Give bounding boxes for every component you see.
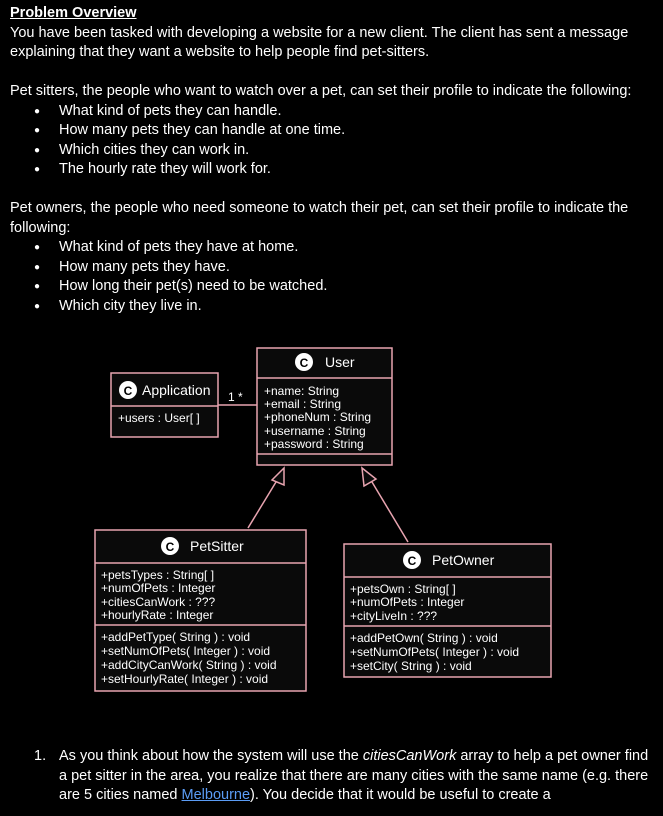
class-attribute: +password : String	[264, 437, 364, 451]
list-item: ● The hourly rate they will work for.	[59, 160, 655, 180]
class-badge-letter: C	[165, 540, 175, 554]
class-method: +setHourlyRate( Integer ) : void	[101, 672, 269, 686]
class-attribute: +numOfPets : Integer	[101, 581, 216, 595]
class-attribute: +petsOwn : String[ ]	[350, 582, 456, 596]
class-name: PetSitter	[190, 538, 244, 554]
class-badge-letter: C	[407, 554, 417, 568]
melbourne-link[interactable]: Melbourne	[181, 787, 251, 803]
list-item: ● How long their pet(s) need to be watched.	[59, 277, 655, 297]
question-text-c: ). You decide that it would be useful to create a	[250, 787, 551, 803]
multiplicity-label: 1 *	[228, 390, 243, 404]
inheritance-line-petowner	[372, 482, 408, 542]
uml-class-diagram	[0, 340, 663, 700]
class-method: +addCityCanWork( String ) : void	[101, 658, 277, 672]
list-item: ● How many pets they can handle at one time.	[59, 121, 655, 141]
class-attribute: +phoneNum : String	[264, 410, 372, 424]
question-section	[10, 747, 655, 806]
class-attribute: +cityLiveIn : ???	[350, 609, 438, 623]
question-number: 1.	[34, 748, 47, 764]
list-item: ● Which city they live in.	[59, 297, 655, 317]
class-application	[111, 373, 218, 437]
list-item: ● How many pets they have.	[59, 258, 655, 278]
class-petsitter	[95, 530, 306, 691]
inheritance-line-petsitter	[248, 482, 276, 528]
class-method: +setNumOfPets( Integer ) : void	[350, 645, 520, 659]
inheritance-arrow-icon	[362, 468, 376, 486]
class-attribute: +username : String	[264, 424, 366, 438]
class-petowner	[344, 544, 551, 677]
class-badge-letter: C	[299, 356, 309, 370]
question-text-em: citiesCanWork	[362, 748, 457, 764]
class-attribute: +users : User[ ]	[118, 411, 200, 425]
class-method: +addPetType( String ) : void	[101, 630, 251, 644]
class-attribute: +name: String	[264, 384, 340, 398]
class-method: +addPetOwn( String ) : void	[350, 631, 498, 645]
inheritance-arrow-icon	[272, 468, 284, 485]
list-item: ● What kind of pets they can handle.	[59, 102, 655, 122]
question-text-b: array to help a pet owner find a pet sitter in the area, you realize that there are many cities with the same name (e.g. there are 5 cities named	[59, 748, 649, 803]
owners-intro: Pet owners, the people who need someone to watch their pet, can set their profile to indicate the following:	[10, 200, 629, 236]
class-badge-letter: C	[123, 384, 133, 398]
document	[10, 4, 655, 316]
section-heading: Problem Overview	[10, 5, 137, 21]
class-attribute: +citiesCanWork : ???	[101, 595, 216, 609]
class-attribute: +hourlyRate : Integer	[101, 608, 214, 622]
question-text-a: As you think about how the system will use the	[59, 748, 363, 764]
class-attribute: +numOfPets : Integer	[350, 595, 465, 609]
list-item: ● Which cities they can work in.	[59, 141, 655, 161]
list-item: ● What kind of pets they have at home.	[59, 238, 655, 258]
class-attribute: +petsTypes : String[ ]	[101, 568, 215, 582]
class-name: Application	[142, 382, 211, 398]
class-method: +setNumOfPets( Integer ) : void	[101, 644, 271, 658]
intro-paragraph: You have been tasked with developing a website for a new client. The client has sent a message explaining that they want a website to help people find pet-sitters.	[10, 24, 629, 60]
class-attribute: +email : String	[264, 397, 342, 411]
owners-list	[10, 238, 655, 316]
class-name: User	[325, 354, 355, 370]
class-method: +setCity( String ) : void	[350, 659, 472, 673]
sitters-list	[10, 102, 655, 180]
class-user	[257, 348, 392, 465]
sitters-intro: Pet sitters, the people who want to watch over a pet, can set their profile to indicate the following:	[10, 83, 632, 99]
class-name: PetOwner	[432, 552, 495, 568]
